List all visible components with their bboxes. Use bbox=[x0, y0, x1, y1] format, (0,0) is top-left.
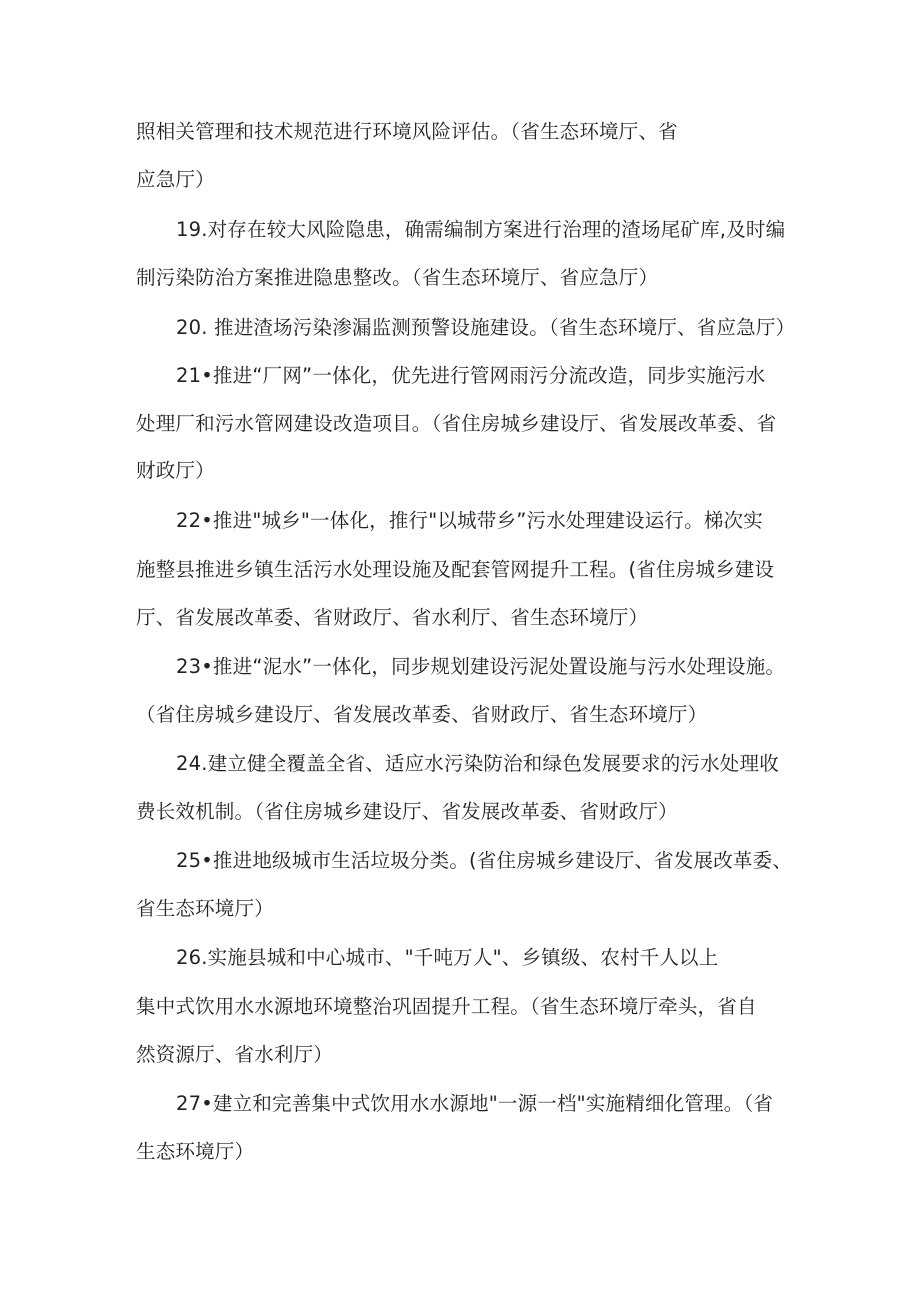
text-line: 照相关管理和技术规范进行环境风险评估。（省生态环境厅、省 bbox=[136, 120, 678, 143]
text-line: 24.建立健全覆盖全省、适应水污染防治和绿色发展要求的污水处理收 bbox=[176, 752, 779, 775]
text-line: 应急厅） bbox=[136, 168, 215, 191]
text-line: 21•推进“厂网”一体化，优先进行管网雨污分流改造，同步实施污水 bbox=[176, 364, 766, 387]
text-line: （省住房城乡建设厅、省发展改革委、省财政厅、省生态环境厅） bbox=[136, 703, 708, 726]
text-line: 然资源厅、省水利厅） bbox=[136, 1043, 334, 1066]
text-line: 25•推进地级城市生活垃圾分类。(省住房城乡建设厅、省发展改革委、 bbox=[176, 849, 793, 872]
text-line: 集中式饮用水水源地环境整治巩固提升工程。（省生态环境厅牵头，省自 bbox=[136, 995, 757, 1018]
text-line: 23•推进“泥水”一体化，同步规划建设污泥处置设施与污水处理设施。 bbox=[176, 655, 786, 678]
text-line: 22•推进"城乡"一体化，推行"以城带乡”污水处理建设运行。梯次实 bbox=[176, 509, 763, 532]
text-line: 制污染防治方案推进隐患整改。（省生态环境厅、省应急厅） bbox=[136, 266, 659, 289]
text-line: 26.实施县城和中心城市、"千吨万人"、乡镇级、农村千人以上 bbox=[176, 946, 719, 969]
text-line: 财政厅） bbox=[136, 459, 215, 482]
text-line: 省生态环境厅） bbox=[136, 897, 274, 920]
text-line: 费长效机制。（省住房城乡建设厅、省发展改革委、省财政厅） bbox=[136, 800, 678, 823]
text-line: 20. 推进渣场污染渗漏监测预警设施建设。（省生态环境厅、省应急厅） bbox=[176, 316, 796, 339]
text-line: 19.对存在较大风险隐患，确需编制方案进行治理的渣场尾矿库,及时编 bbox=[176, 218, 786, 241]
text-line: 生态环境厅） bbox=[136, 1140, 255, 1163]
text-line: 处理厂和污水管网建设改造项目。（省住房城乡建设厅、省发展改革委、省 bbox=[136, 412, 777, 435]
text-line: 施整县推进乡镇生活污水处理设施及配套管网提升工程。(省住房城乡建设 bbox=[136, 558, 775, 581]
text-line: 厅、省发展改革委、省财政厅、省水利厅、省生态环境厅） bbox=[136, 606, 649, 629]
text-line: 27•建立和完善集中式饮用水水源地"一源一档"实施精细化管理。（省 bbox=[176, 1092, 774, 1115]
